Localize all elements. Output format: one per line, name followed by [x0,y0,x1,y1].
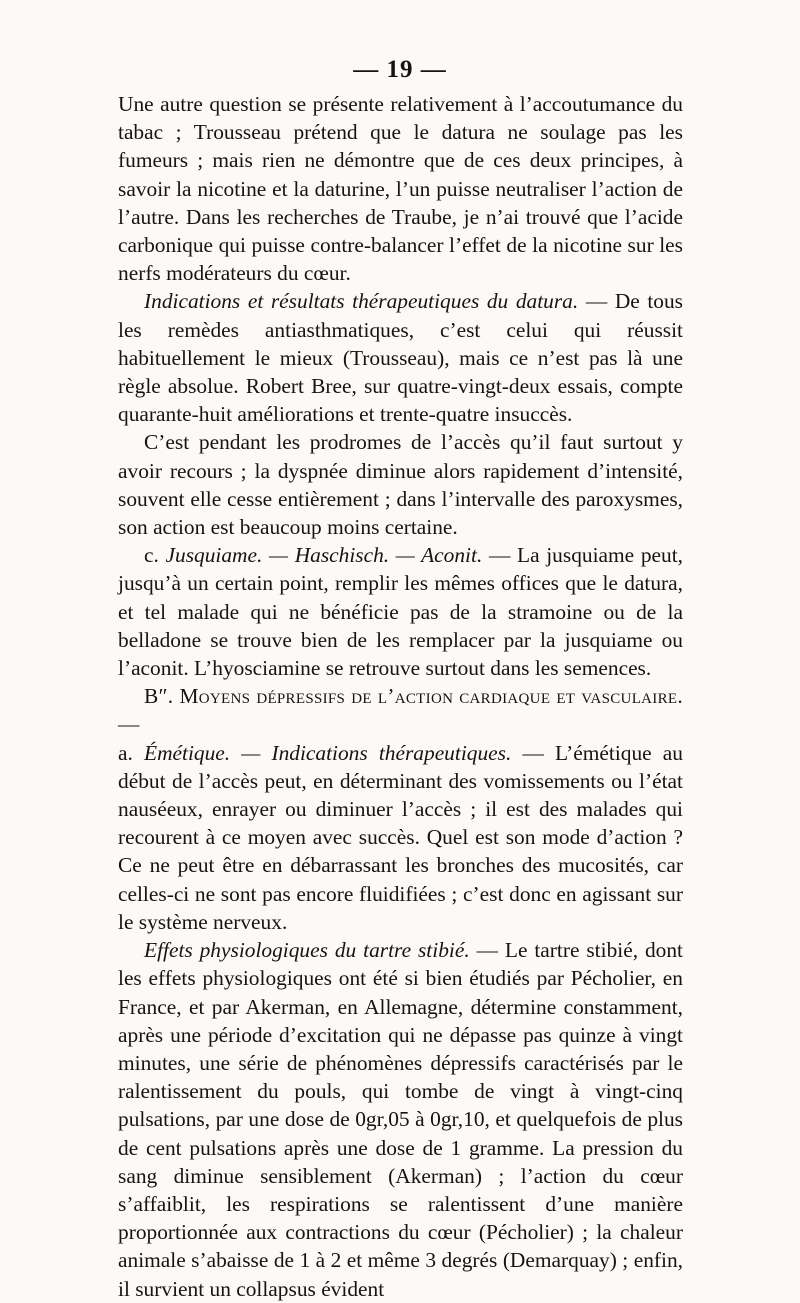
paragraph-datura-indications [118,287,683,428]
paragraph-emetique [118,739,683,936]
text-body [118,90,683,1303]
paragraph-text: Le tartre stibié, dont les effets physiologiques ont été si bien étudiés par Pécholier, en France, et par Akerman, en Allemagne, détermine constamment, après une période d’excitation qui ne dépasse pas quinze à vingt minutes, une série de phénomènes dépressifs caractérisés par le ralentissement du pouls, qui tombe de vingt à vingt-cinq pulsations, par une dose de 0gr,05 à 0gr,10, et quelquefois de plus de cent pulsations après une dose de 1 gramme. La pression du sang diminue sensiblement (Akerman) ; l’action du cœur s’affaiblit, les respirations se ralentissent d’une manière proportionnée aux contractions du cœur (Pécholier) ; la chaleur animale s’abaisse de 1 à 2 et même 3 degrés (Demarquay) ; enfin, il survient un collapsus évident [118,938,683,1301]
paragraph-tobacco-habituation: Une autre question se présente relativement à l’accoutumance du tabac ; Trousseau prétend que le datura ne soulage pas les fumeurs ; mais rien ne démontre que de ces deux principes, à savoir la nicotine et la daturine, l’un puisse neutraliser l’action de l’autre. Dans les recherches de Traube, je n’ai trouvé que l’acide carbonique qui puisse contre-balancer l’effet de la nicotine sur les nerfs modérateurs du cœur. [118,92,683,286]
paragraph-text: De tous les remèdes antiasthmatiques, c’est celui qui réussit habituellement le mieux (Trousseau), mais ce n’est pas là une règle absolue. Robert Bree, sur quatre-vingt-deux essais, compte quarante-huit améliorations et trente-quatre insuccès. [118,289,684,427]
page-number: — 19 — [353,56,447,83]
section-title-tartre-stibie: Effets physiologiques du tartre stibié. [144,938,470,963]
paragraph-text: La jusquiame peut, jusqu’à un certain point, remplir les mêmes offices que le datura, et tel malade qui ne bénéficie pas de la stramoine ou de la belladone se trouve bien de les remplacer par la jusquiame ou l’aconit. L’hyosciamine se retrouve surtout dans les semences. [118,543,683,681]
paragraph-jusquiame [118,541,683,682]
section-heading-depressive-means: B″. Moyens dépressifs de l’action cardiaque et vasculaire. — [118,684,683,737]
paragraph-prodromes: C’est pendant les prodromes de l’accès qu’il faut surtout y avoir recours ; la dyspnée diminue alors rapidement d’intensité, souvent elle cesse entièrement ; dans l’intervalle des paroxysmes, son action est beaucoup moins certaine. [118,430,683,540]
dash: — [482,543,518,568]
item-letter: c. [144,543,166,568]
dash: — [511,740,556,765]
dash: — [578,289,615,314]
item-letter: a. [118,740,144,765]
paragraph-tartre-stibie [118,936,683,1303]
paragraph-text: L’émétique au début de l’accès peut, en déterminant des vomissements ou l’état nauséeux, enrayer ou diminuer l’accès ; il est des malades qui recourent à ce moyen avec succès. Quel est son mode d’action ? Ce ne peut être en débarrassant les bronches des mucosités, car celles-ci ne sont pas encore fluidifiées ; c’est donc en agissant sur le système nerveux. [118,740,683,934]
dash: — [469,938,505,963]
section-title-jusquiame: Jusquiame. — Haschisch. — Aconit. [165,543,483,568]
section-title-datura-indications: Indications et résultats thérapeutiques du datura. [144,289,579,314]
section-title-emetique: Émétique. — Indications thérapeutiques. [144,740,512,765]
